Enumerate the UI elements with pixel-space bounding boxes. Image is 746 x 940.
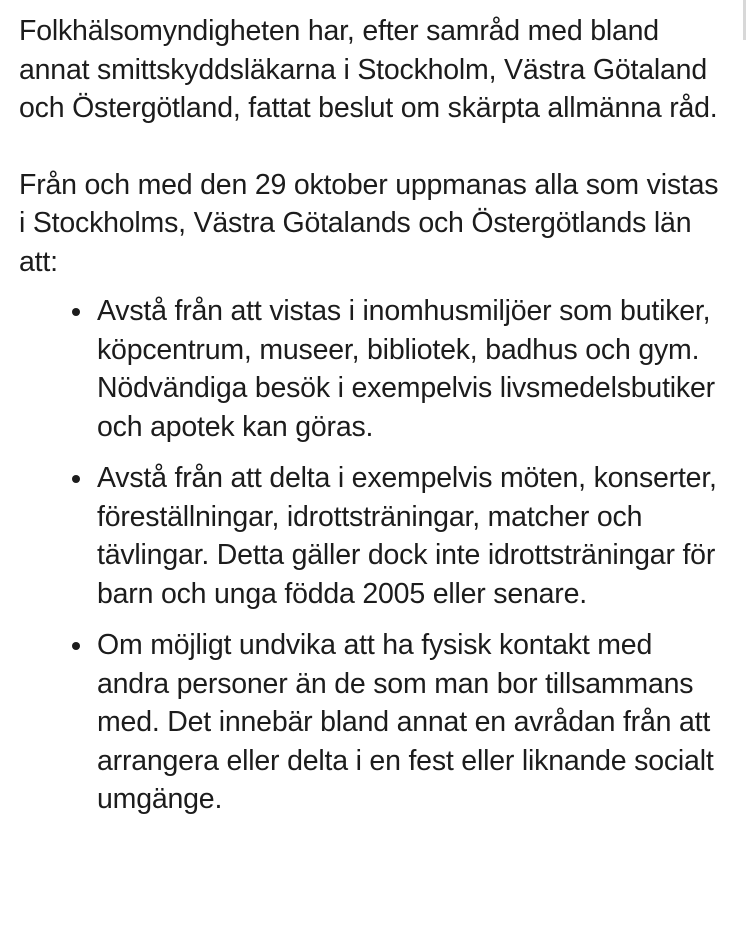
advice-list [19,292,731,819]
article-body [19,12,731,832]
bullet-icon [72,475,80,483]
list-item-text: Om möjligt undvika att ha fysisk kontakt med andra personer än de som man bor tillsammans med. Det innebär bland annat en avrådan från att arrangera eller delta i en fest eller liknande socialt umgänge. [97,629,714,815]
advice-lead-paragraph: Från och med den 29 oktober uppmanas alla som vistas i Stockholms, Västra Götalands och Östergötlands län att: [19,168,719,278]
intro-paragraph: Folkhälsomyndigheten har, efter samråd med bland annat smittskyddsläkarna i Stockholm, Västra Götaland och Östergötland, fattat beslut om skärpta allmänna råd. [19,15,718,124]
bullet-icon [72,308,80,316]
list-item [97,459,731,613]
list-item-text: Avstå från att vistas i inomhusmiljöer som butiker, köpcentrum, museer, bibliotek, badhus och gym. Nödvändiga besök i exempelvis livsmedelsbutiker och apotek kan göras. [97,295,715,443]
list-item-text: Avstå från att delta i exempelvis möten, konserter, föreställningar, idrottsträningar, matcher och tävlingar. Detta gäller dock inte idrottsträningar för barn och unga födda 2005 eller senare. [97,462,717,610]
list-item [97,292,731,446]
bullet-icon [72,642,80,650]
list-item [97,626,731,819]
